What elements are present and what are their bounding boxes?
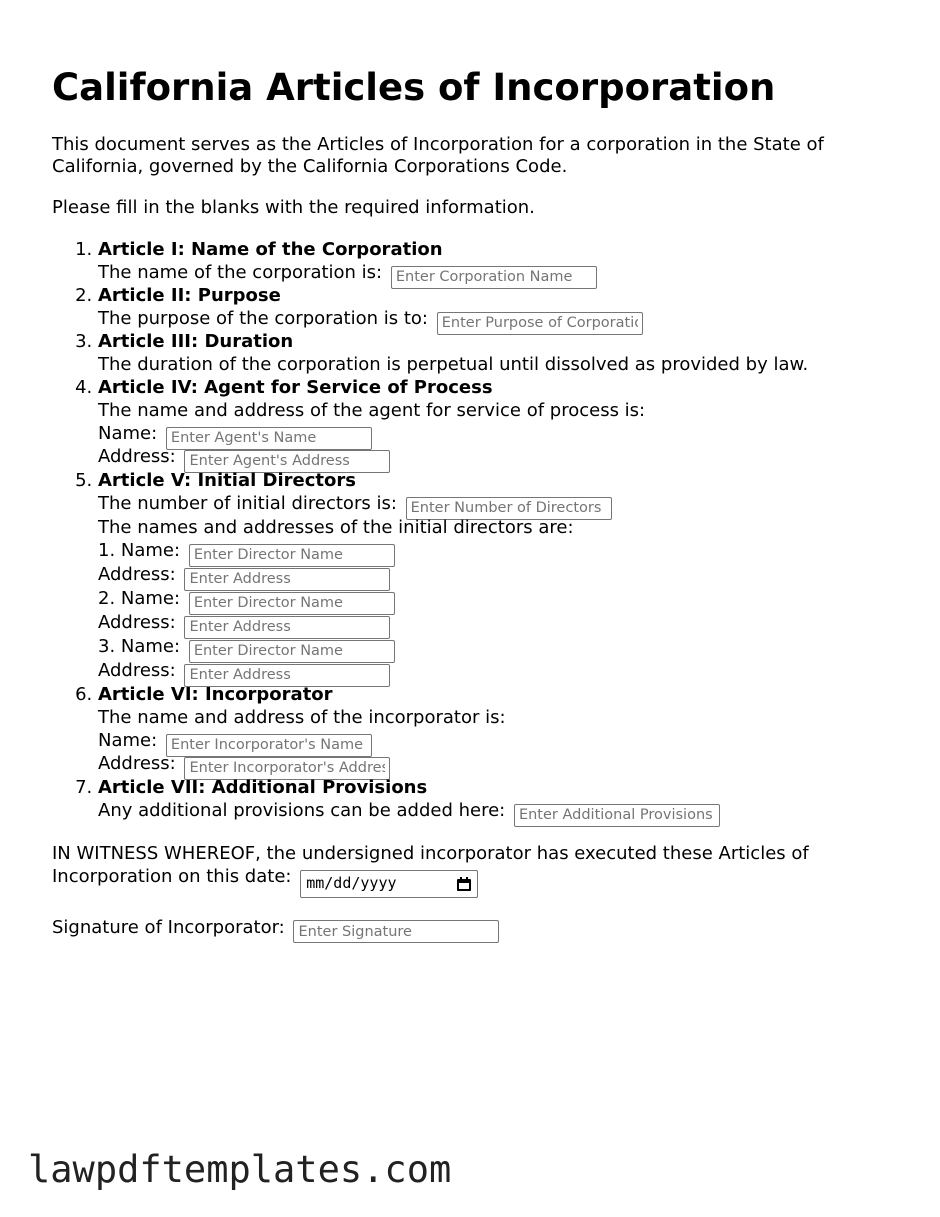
article-5-title: 5. Article V: Initial Directors	[98, 470, 356, 491]
article-6	[98, 683, 892, 776]
agent-name-row	[98, 422, 892, 445]
calendar-icon[interactable]	[457, 877, 471, 891]
article-1-title: 1. Article I: Name of the Corporation	[98, 239, 443, 260]
purpose-label: The purpose of the corporation is to:	[98, 308, 428, 329]
articles-list	[52, 238, 892, 822]
director-2-address-label: Address:	[98, 612, 176, 633]
article-2	[98, 284, 892, 330]
incorporator-address-row	[98, 752, 892, 776]
witness-paragraph	[52, 842, 892, 898]
agent-text: The name and address of the agent for service of process is:	[98, 400, 646, 421]
date-placeholder: mm/dd/yyyy	[306, 874, 397, 892]
director-2-address-row	[98, 611, 892, 635]
witness-text: IN WITNESS WHEREOF, the undersigned incorporator has executed these Articles of Incorporation on this date:	[52, 843, 809, 887]
article-2-row	[98, 307, 892, 330]
director-2-name-label: 2. Name:	[98, 588, 181, 609]
incorporator-name-row	[98, 729, 892, 752]
agent-address-row	[98, 445, 892, 469]
article-2-title: 2. Article II: Purpose	[98, 285, 281, 306]
article-7-title: 7. Article VII: Additional Provisions	[98, 777, 428, 798]
article-3	[98, 330, 892, 376]
director-3-name-label: 3. Name:	[98, 636, 181, 657]
duration-text: The duration of the corporation is perpetual until dissolved as provided by law.	[98, 354, 809, 375]
director-1-address-row	[98, 563, 892, 587]
directors-text: The names and addresses of the initial directors are:	[98, 517, 574, 538]
intro-paragraph: This document serves as the Articles of Incorporation for a corporation in the State of California, governed by the California Corporations Code.	[52, 134, 824, 177]
director-1-name-label: 1. Name:	[98, 540, 181, 561]
director-2-name-row	[98, 587, 892, 611]
director-count-label: The number of initial directors is:	[98, 493, 397, 514]
corporation-name-label: The name of the corporation is:	[98, 262, 383, 283]
director-1-name-row	[98, 539, 892, 563]
signature-input[interactable]	[293, 920, 499, 943]
article-4	[98, 376, 892, 469]
instruction-paragraph: Please fill in the blanks with the required information.	[52, 197, 535, 218]
article-7	[98, 776, 892, 822]
article-3-title: 3. Article III: Duration	[98, 331, 294, 352]
document	[52, 62, 892, 943]
incorporator-name-label: Name:	[98, 730, 158, 751]
additional-provisions-label: Any additional provisions can be added here:	[98, 800, 506, 821]
additional-provisions-input[interactable]	[514, 804, 720, 827]
director-3-name-row	[98, 635, 892, 659]
signature-row	[52, 917, 892, 944]
purpose-input[interactable]	[437, 312, 643, 335]
agent-address-label: Address:	[98, 446, 176, 467]
director-3-address-row	[98, 659, 892, 683]
article-5	[98, 469, 892, 683]
director-3-address-label: Address:	[98, 660, 176, 681]
watermark: lawpdftemplates.com	[28, 1148, 452, 1191]
signature-label: Signature of Incorporator:	[52, 916, 285, 938]
page-title: California Articles of Incorporation	[52, 66, 776, 109]
director-1-address-label: Address:	[98, 564, 176, 585]
article-1	[98, 238, 892, 284]
article-6-title: 6. Article VI: Incorporator	[98, 684, 333, 705]
date-input[interactable]	[300, 870, 478, 898]
agent-name-label: Name:	[98, 423, 158, 444]
director-count-row	[98, 492, 892, 516]
article-4-title: 4. Article IV: Agent for Service of Process	[98, 377, 493, 398]
article-1-row	[98, 261, 892, 284]
corporation-name-input[interactable]	[391, 266, 597, 289]
incorporator-text: The name and address of the incorporator is:	[98, 707, 506, 728]
additional-provisions-row	[98, 799, 892, 822]
incorporator-address-label: Address:	[98, 753, 176, 774]
